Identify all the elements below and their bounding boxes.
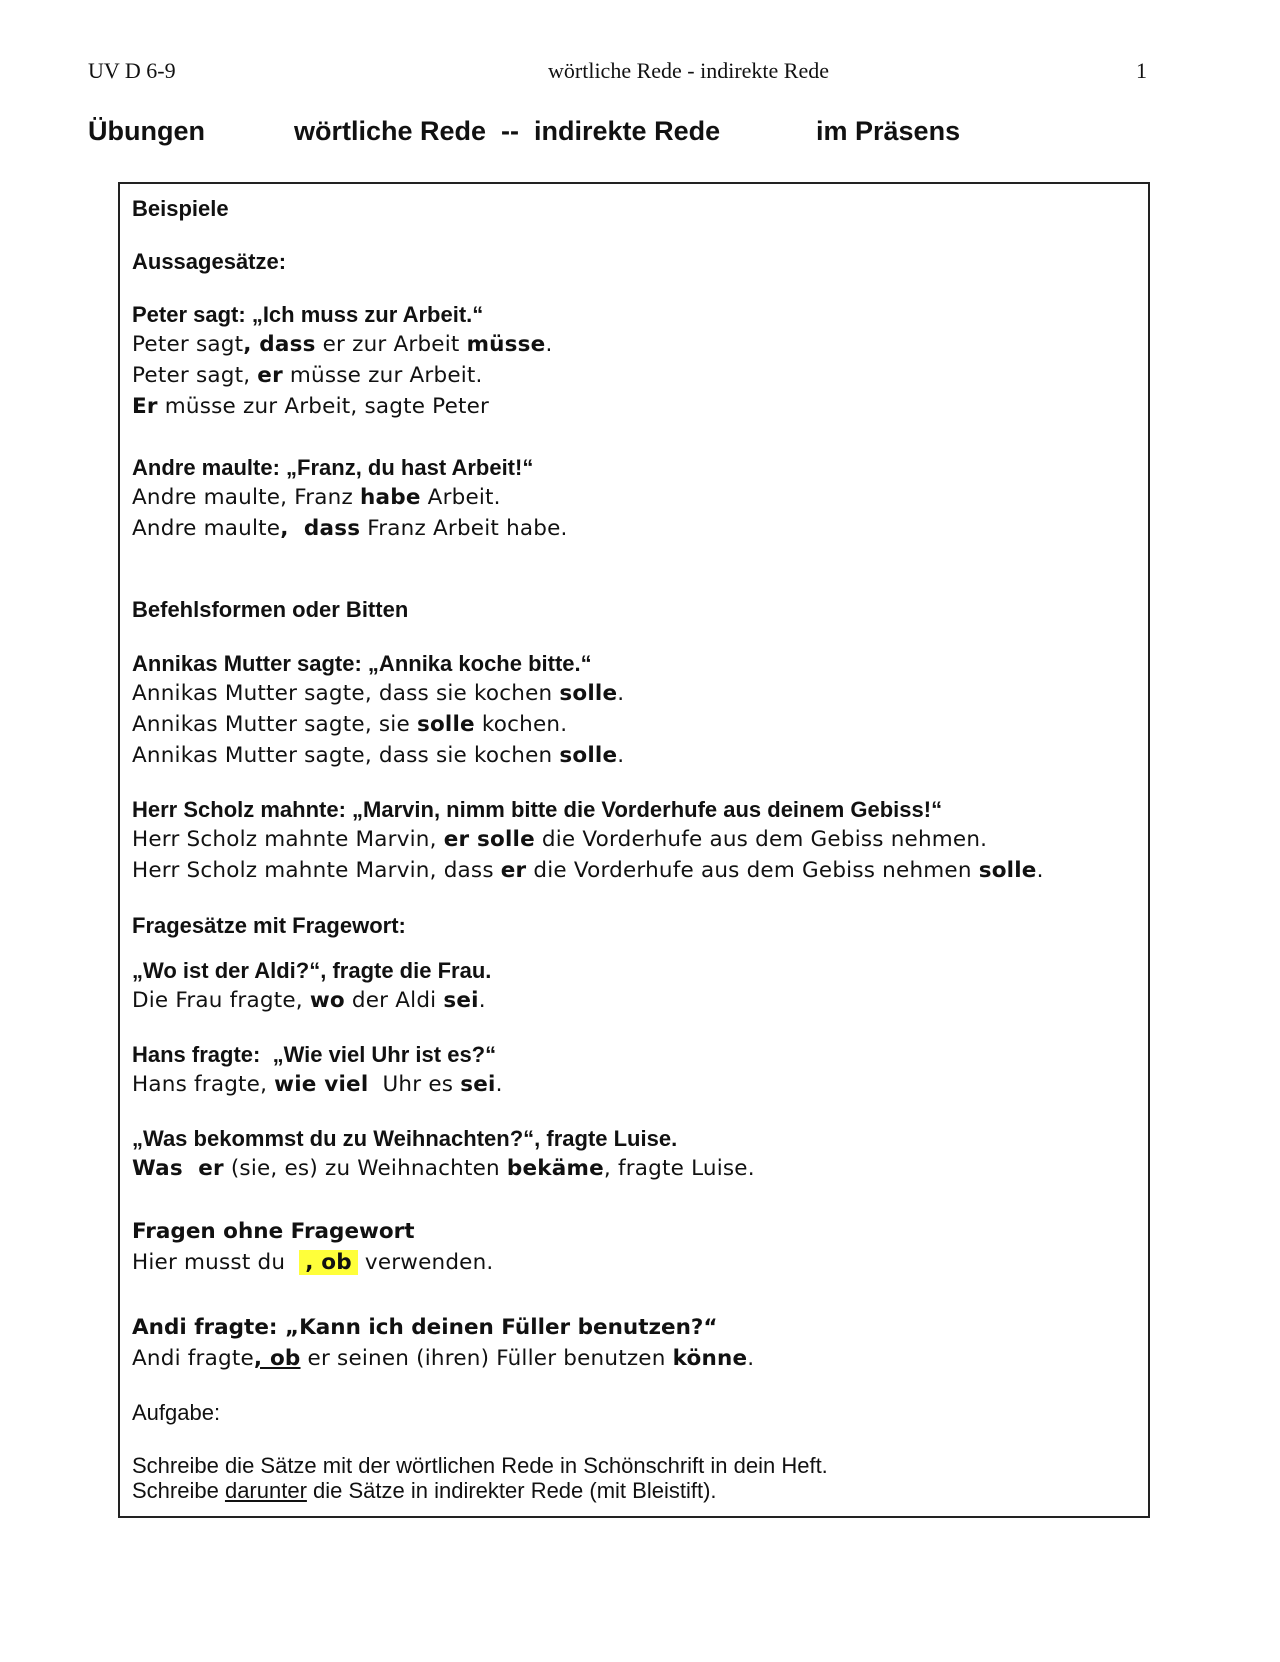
ob-highlight: , ob xyxy=(299,1250,358,1275)
ex4-question: Herr Scholz mahnte: „Marvin, nimm bitte die Vorderhufe aus deinem Gebiss!“ xyxy=(132,797,943,822)
ex4-answer-1: Herr Scholz mahnte Marvin, er solle die Vorderhufe aus dem Gebiss nehmen. xyxy=(132,827,988,852)
section-aussagesaetze: Aussagesätze: xyxy=(132,249,287,274)
ex8-question: Andi fragte: „Kann ich deinen Füller benutzen?“ xyxy=(132,1315,718,1340)
title-part3: im Präsens xyxy=(816,116,961,146)
title-part2: wörtliche Rede -- indirekte Rede xyxy=(294,116,721,146)
ex3-answer-1: Annikas Mutter sagte, dass sie kochen solle. xyxy=(132,681,625,706)
ex7-question: „Was bekommst du zu Weihnachten?“, fragte Luise. xyxy=(132,1126,678,1151)
ex5-answer-1: Die Frau fragte, wo der Aldi sei. xyxy=(132,988,486,1013)
ex6-question: Hans fragte: „Wie viel Uhr ist es?“ xyxy=(132,1042,497,1067)
ex5-question: „Wo ist der Aldi?“, fragte die Frau. xyxy=(132,958,492,983)
ex6-answer-1: Hans fragte, wie viel Uhr es sei. xyxy=(132,1072,503,1097)
ex1-answer-2: Peter sagt, er müsse zur Arbeit. xyxy=(132,363,483,388)
ex3-answer-2: Annikas Mutter sagte, sie solle kochen. xyxy=(132,712,568,737)
page-number: 1 xyxy=(1136,58,1147,83)
aufgabe-line-1: Schreibe die Sätze mit der wörtlichen Rede in Schönschrift in dein Heft. xyxy=(132,1453,828,1478)
ex3-answer-3: Annikas Mutter sagte, dass sie kochen solle. xyxy=(132,743,625,768)
header-left: UV D 6-9 xyxy=(88,58,176,83)
section-befehlsformen: Befehlsformen oder Bitten xyxy=(132,597,409,622)
aufgabe-label: Aufgabe: xyxy=(132,1400,221,1425)
ex3-question: Annikas Mutter sagte: „Annika koche bitte.“ xyxy=(132,651,592,676)
section-beispiele: Beispiele xyxy=(132,196,229,221)
header-center: wörtliche Rede - indirekte Rede xyxy=(548,58,830,83)
ex1-answer-3: Er müsse zur Arbeit, sagte Peter xyxy=(132,394,490,419)
ex7-answer-1: Was er (sie, es) zu Weihnachten bekäme, fragte Luise. xyxy=(132,1156,755,1181)
aufgabe-line-2: Schreibe darunter die Sätze in indirekter Rede (mit Bleistift). xyxy=(132,1478,717,1503)
ex4-answer-2: Herr Scholz mahnte Marvin, dass er die Vorderhufe aus dem Gebiss nehmen solle. xyxy=(132,858,1044,883)
section-fragen-ohne: Fragen ohne Fragewort xyxy=(132,1219,415,1244)
ohne-hint: Hier musst du , ob verwenden. xyxy=(132,1250,494,1275)
ex2-answer-1: Andre maulte, Franz habe Arbeit. xyxy=(132,485,501,510)
ex2-answer-2: Andre maulte, dass Franz Arbeit habe. xyxy=(132,516,568,541)
title-part1: Übungen xyxy=(88,116,205,146)
ex1-question: Peter sagt: „Ich muss zur Arbeit.“ xyxy=(132,302,484,327)
ex1-answer-1: Peter sagt, dass er zur Arbeit müsse. xyxy=(132,332,553,357)
ex8-answer-1: Andi fragte, ob er seinen (ihren) Füller benutzen könne. xyxy=(132,1346,755,1371)
section-fragesaetze: Fragesätze mit Fragewort: xyxy=(132,913,406,938)
ex2-question: Andre maulte: „Franz, du hast Arbeit!“ xyxy=(132,455,534,480)
